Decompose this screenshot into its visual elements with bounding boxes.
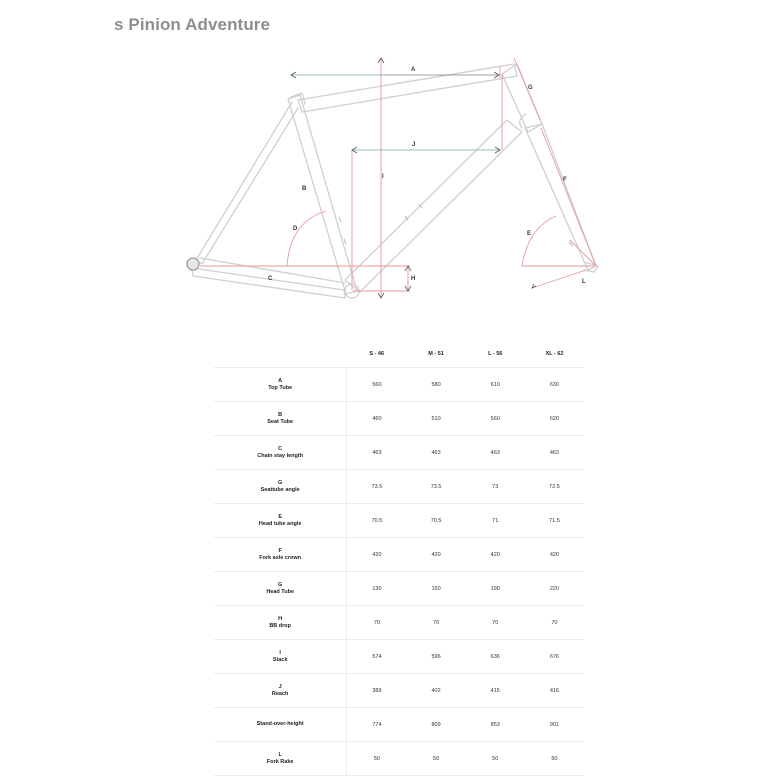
cell-value: 574 — [347, 640, 407, 674]
label-c: C — [268, 276, 273, 282]
cell-value: 415 — [466, 674, 525, 708]
cell-value: 70 — [407, 606, 466, 640]
cell-value: 620 — [525, 402, 584, 436]
cell-value: 610 — [466, 368, 525, 402]
cell-value: 70.5 — [347, 504, 407, 538]
row-label — [214, 504, 347, 538]
row-name: Fork Rake — [266, 758, 294, 765]
row-code: F — [278, 547, 282, 554]
size-header: M - 51 — [428, 351, 444, 357]
row-label — [214, 538, 347, 572]
dim-fork-rake — [532, 270, 586, 288]
head-tube — [502, 64, 542, 132]
label-j: J — [412, 142, 416, 148]
cell-value: 420 — [407, 538, 466, 572]
cell-value: 580 — [407, 368, 466, 402]
row-code: G — [278, 479, 283, 486]
row-code: G — [278, 581, 283, 588]
row-name: Chain stay length — [257, 452, 304, 459]
cell-value: 853 — [466, 708, 525, 742]
cell-value: 71.5 — [525, 504, 584, 538]
cell-value: 50 — [407, 742, 466, 776]
row-name: Fork axle crown — [259, 554, 302, 561]
size-header: S - 46 — [369, 351, 385, 357]
table-row — [214, 504, 584, 538]
cell-value: 70 — [347, 606, 407, 640]
cell-value: 70.5 — [407, 504, 466, 538]
row-label — [214, 572, 347, 606]
label-f: F — [563, 177, 567, 183]
row-name: Head Tube — [266, 588, 295, 595]
header-blank — [214, 341, 347, 368]
row-name: Head tube angle — [258, 520, 302, 527]
cell-value: 50 — [525, 742, 584, 776]
row-code: B — [278, 411, 283, 418]
row-label — [214, 640, 347, 674]
label-h: H — [411, 276, 416, 282]
cell-value: 72.5 — [525, 470, 584, 504]
row-name: Stand-over-height — [256, 721, 304, 727]
cell-value: 809 — [407, 708, 466, 742]
cell-value: 463 — [525, 436, 584, 470]
row-code: A — [278, 377, 283, 384]
row-label — [214, 470, 347, 504]
label-g: G — [528, 85, 533, 91]
cell-value: 596 — [407, 640, 466, 674]
cell-value: 510 — [407, 402, 466, 436]
cell-value: 190 — [466, 572, 525, 606]
label-l: L — [582, 279, 586, 285]
row-name: Reach — [271, 690, 289, 697]
cell-value: 463 — [407, 436, 466, 470]
table-row — [214, 368, 584, 402]
row-label — [214, 674, 347, 708]
rear-dropout — [187, 258, 199, 270]
cell-value: 463 — [347, 436, 407, 470]
table-row — [214, 606, 584, 640]
table-row — [214, 538, 584, 572]
table-row — [214, 640, 584, 674]
cell-value: 73 — [466, 470, 525, 504]
cell-value: 463 — [466, 436, 525, 470]
label-a: A — [411, 67, 416, 73]
row-name: Seat Tube — [267, 418, 294, 425]
cell-value: 676 — [525, 640, 584, 674]
table-row — [214, 572, 584, 606]
row-code: H — [278, 615, 283, 622]
label-e: E — [527, 231, 532, 237]
size-header-row — [214, 341, 584, 368]
cell-value: 460 — [347, 402, 407, 436]
cell-value: 71 — [466, 504, 525, 538]
cell-value: 50 — [347, 742, 407, 776]
dim-seat-angle-arc — [287, 211, 326, 266]
size-header: XL - 62 — [545, 351, 564, 357]
cell-value: 70 — [466, 606, 525, 640]
chain-stay — [192, 268, 345, 298]
cell-value: 402 — [407, 674, 466, 708]
table-row — [214, 470, 584, 504]
cell-value: 50 — [466, 742, 525, 776]
cell-value: 774 — [347, 708, 407, 742]
cell-value: 220 — [525, 572, 584, 606]
row-code: L — [278, 751, 282, 758]
cell-value: 420 — [466, 538, 525, 572]
page-title: s Pinion Adventure — [114, 15, 271, 34]
cell-value: 150 — [407, 572, 466, 606]
cell-value: 130 — [347, 572, 407, 606]
row-name: Seattube angle — [260, 486, 300, 493]
row-name: Stack — [272, 656, 288, 663]
row-label — [214, 402, 347, 436]
geometry-table — [214, 341, 584, 776]
cell-value: 73.5 — [407, 470, 466, 504]
table-row — [214, 674, 584, 708]
row-label — [214, 368, 347, 402]
label-d: D — [293, 226, 298, 232]
row-code: I — [279, 649, 281, 656]
row-name: BB drop — [269, 622, 292, 629]
cell-value: 901 — [525, 708, 584, 742]
table-row — [214, 436, 584, 470]
size-header: L - 56 — [488, 351, 503, 357]
label-i: I — [382, 174, 384, 180]
table-row — [214, 708, 584, 742]
cell-value: 416 — [525, 674, 584, 708]
row-label — [214, 436, 347, 470]
cell-value: 389 — [347, 674, 407, 708]
cell-value: 630 — [525, 368, 584, 402]
row-label — [214, 708, 347, 742]
cell-value: 560 — [347, 368, 407, 402]
row-code: E — [278, 513, 282, 520]
cell-value: 73.5 — [347, 470, 407, 504]
dim-head-angle-arc — [522, 216, 556, 266]
cell-value: 560 — [466, 402, 525, 436]
seat-tube — [288, 95, 357, 294]
row-name: Top Tube — [268, 384, 293, 391]
cell-value: 420 — [347, 538, 407, 572]
row-label — [214, 742, 347, 776]
seat-stay — [196, 102, 298, 264]
top-tube — [298, 64, 517, 112]
cell-value: 636 — [466, 640, 525, 674]
row-label — [214, 606, 347, 640]
fork — [525, 124, 596, 270]
label-b: B — [302, 186, 307, 192]
cell-value: 70 — [525, 606, 584, 640]
table-row — [214, 402, 584, 436]
cell-value: 420 — [525, 538, 584, 572]
table-row — [214, 742, 584, 776]
row-code: J — [278, 683, 282, 690]
row-code: C — [278, 445, 283, 452]
bike-frame-geometry-diagram — [0, 40, 768, 310]
